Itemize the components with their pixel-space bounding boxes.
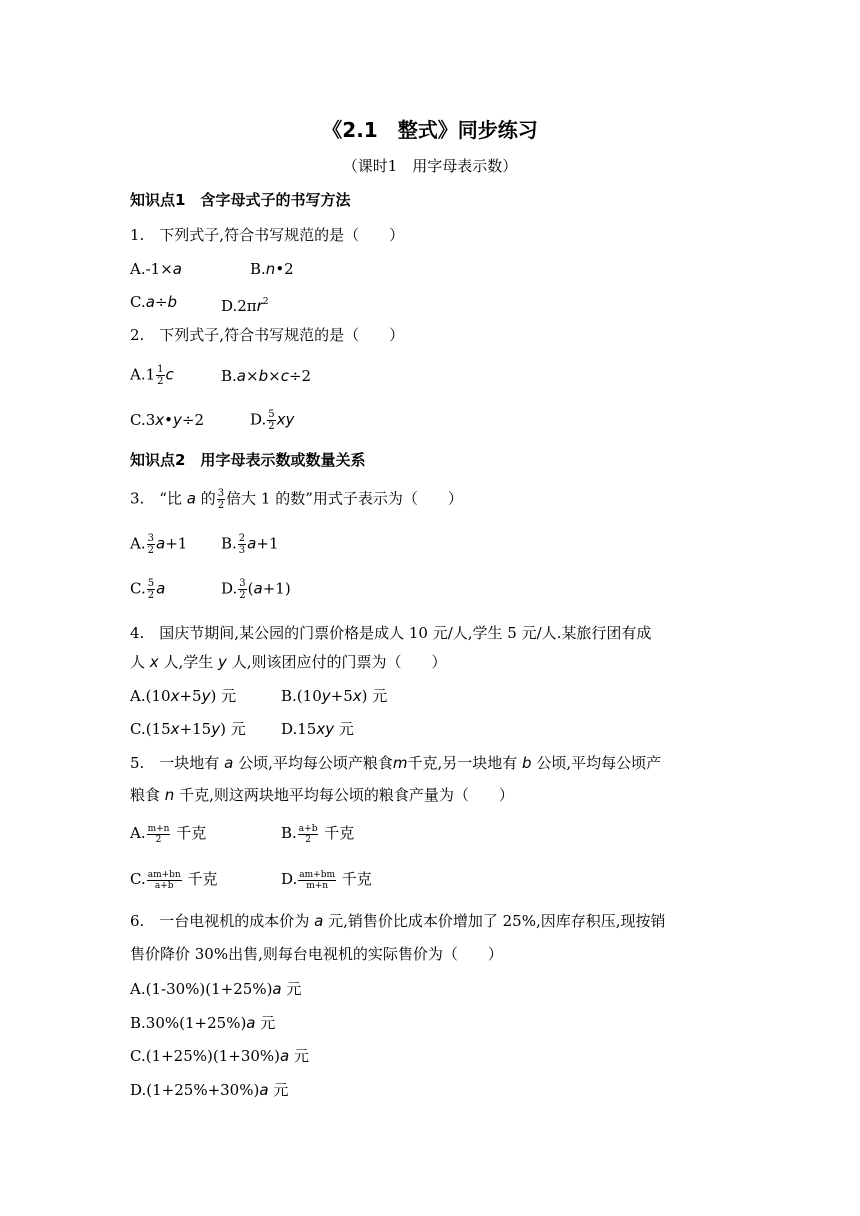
question-5-stem-line-1: 5. 一块地有 a 公顷,平均每公顷产粮食m千克,另一块地有 b 公顷,平均每公顷产 [130, 754, 662, 772]
question-4-option-d: D.15xy 元 [281, 720, 354, 738]
section-heading-2: 知识点2 用字母表示数或数量关系 [130, 451, 366, 469]
question-5-option-d: D. $\frac{am+bm}{m+n}$ 千克 [281, 869, 372, 891]
question-2-stem: 2. 下列式子,符合书写规范的是（ ） [130, 326, 405, 344]
question-3-option-c: C. $\frac{5}{2}$ a [130, 578, 166, 601]
question-4-stem-line-1: 4. 国庆节期间,某公园的门票价格是成人 10 元/人,学生 5 元/人.某旅行团有成 [130, 624, 652, 642]
question-4-option-a: A.(10x+5y) 元 [130, 687, 237, 705]
question-3-option-a: A. $\frac{3}{2}$ a+1 [130, 533, 188, 556]
fraction: $\frac{5}{2}$ [147, 578, 155, 601]
question-6-stem-line-2: 售价降价 30%出售,则每台电视机的实际售价为（ ） [130, 945, 503, 963]
fraction: $\frac{5}{2}$ [268, 409, 275, 432]
question-3-stem: 3. “比 a 的 $\frac{3}{2}$ 倍大 1 的数”用式子表示为（ ） [130, 488, 463, 511]
fraction: $\frac{m+n}{2}$ [147, 823, 170, 845]
question-6-option-c: C.(1+25%)(1+30%)a 元 [130, 1047, 310, 1065]
question-6-stem-line-1: 6. 一台电视机的成本价为 a 元,销售价比成本价增加了 25%,因库存积压,现按销 [130, 912, 666, 930]
question-3-option-b: B. $\frac{2}{3}$ a+1 [221, 533, 279, 556]
page-subtitle: （课时1 用字母表示数） [342, 157, 518, 175]
question-5-option-c: C. $\frac{am+bn}{a+b}$ 千克 [130, 869, 218, 891]
fraction: $\frac{2}{3}$ [238, 533, 246, 556]
question-6-option-b: B.30%(1+25%)a 元 [130, 1014, 276, 1032]
fraction: $\frac{am+bn}{a+b}$ [147, 869, 181, 891]
question-5-stem-line-2: 粮食 n 千克,则这两块地平均每公顷的粮食产量为（ ） [130, 786, 514, 804]
question-5-option-a: A. $\frac{m+n}{2}$ 千克 [130, 823, 207, 845]
question-4-option-b: B.(10y+5x) 元 [281, 687, 388, 705]
question-5-option-b: B. $\frac{a+b}{2}$ 千克 [281, 823, 355, 845]
fraction: $\frac{1}{2}$ [157, 364, 164, 387]
question-1-option-a: A.-1×a [130, 260, 182, 278]
question-2-option-b: B.a×b×c÷2 [221, 367, 312, 385]
fraction: $\frac{a+b}{2}$ [298, 823, 318, 845]
section-heading-1: 知识点1 含字母式子的书写方法 [130, 191, 351, 209]
question-4-stem-line-2: 人 x 人,学生 y 人,则该团应付的门票为（ ） [130, 653, 447, 671]
question-2-option-d: D. $\frac{5}{2}$ xy [250, 409, 295, 432]
question-1-stem: 1. 下列式子,符合书写规范的是（ ） [130, 226, 405, 244]
question-2-option-a: A.1 $\frac{1}{2}$ c [130, 364, 174, 387]
question-1-option-c: C.a÷b [130, 293, 178, 311]
fraction: $\frac{3}{2}$ [217, 488, 225, 511]
fraction: $\frac{3}{2}$ [147, 533, 154, 556]
question-1-option-d: $D.2\pi r^2$ [221, 297, 269, 315]
page-title: 《2.1 整式》同步练习 [322, 118, 538, 142]
question-6-option-d: D.(1+25%+30%)a 元 [130, 1081, 289, 1099]
question-1-option-b: B.n•2 [250, 260, 294, 278]
fraction: $\frac{am+bm}{m+n}$ [299, 869, 336, 891]
fraction: $\frac{3}{2}$ [239, 578, 246, 601]
question-6-option-a: A.(1-30%)(1+25%)a 元 [130, 980, 302, 998]
question-4-option-c: C.(15x+15y) 元 [130, 720, 246, 738]
question-3-option-d: D. $\frac{3}{2}$ (a+1) [221, 578, 291, 601]
question-2-option-c: C.3x•y÷2 [130, 411, 205, 429]
